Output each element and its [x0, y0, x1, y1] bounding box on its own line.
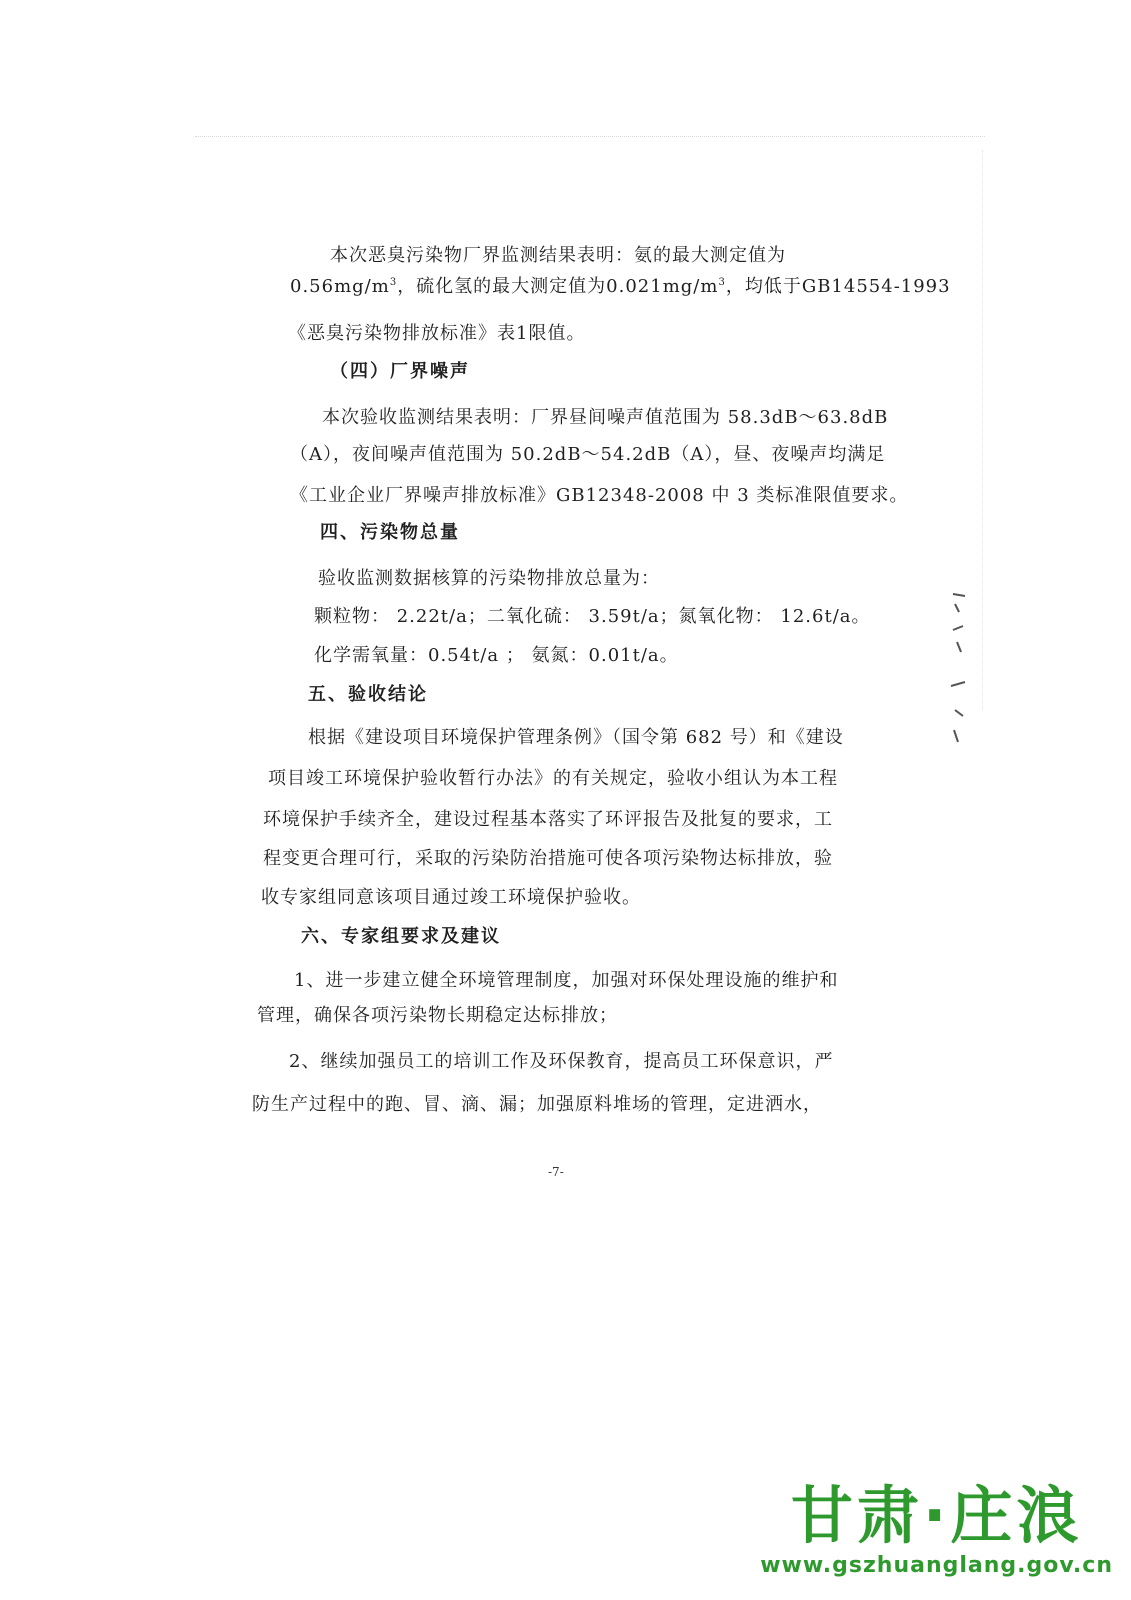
text-line: 收专家组同意该项目通过竣工环境保护验收。 [261, 887, 641, 908]
text-segment: ，硫化氢的最大测定值为0.021mg/m [397, 276, 719, 297]
superscript: 3 [718, 277, 726, 288]
page-number: -7- [548, 1165, 564, 1179]
section-heading: 四、污染物总量 [320, 522, 460, 543]
section-heading: 六、专家组要求及建议 [301, 926, 501, 947]
site-watermark [760, 1480, 1113, 1580]
scan-edge-top [195, 136, 985, 137]
text-line: 本次恶臭污染物厂界监测结果表明：氨的最大测定值为 [330, 245, 786, 266]
superscript: 3 [389, 277, 398, 288]
text-line: 环境保护手续齐全，建设过程基本落实了环评报告及批复的要求，工 [263, 809, 833, 830]
text-line: 1、进一步建立健全环境管理制度，加强对环保处理设施的维护和 [294, 970, 839, 991]
text-line: 根据《建设项目环境保护管理条例》（国令第 682 号）和《建设 [308, 727, 844, 748]
watermark-url: www.gszhuanglang.gov.cn [760, 1553, 1113, 1578]
text-line: 化学需氧量：0.54t/a ； 氨氮：0.01t/a。 [314, 645, 679, 666]
margin-stamp-marks [945, 590, 973, 750]
text-line: 本次验收监测结果表明：厂界昼间噪声值范围为 58.3dB～63.8dB [322, 407, 889, 428]
text-line: 验收监测数据核算的污染物排放总量为： [318, 568, 660, 589]
value-nh3: 0.56mg/m [290, 276, 390, 297]
text-line: 《工业企业厂界噪声排放标准》GB12348-2008 中 3 类标准限值要求。 [290, 485, 909, 506]
text-line: 防生产过程中的跑、冒、滴、漏；加强原料堆场的管理，定进洒水， [252, 1094, 822, 1115]
text-line: （A），夜间噪声值范围为 50.2dB～54.2dB（A），昼、夜噪声均满足 [290, 444, 886, 465]
watermark-title: 甘肃·庄浪 [790, 1479, 1083, 1552]
text-line [290, 275, 951, 299]
text-line: 2、继续加强员工的培训工作及环保教育，提高员工环保意识，严 [289, 1051, 834, 1072]
text-line: 程变更合理可行，采取的污染防治措施可使各项污染物达标排放，验 [263, 848, 833, 869]
section-heading: （四）厂界噪声 [330, 361, 470, 382]
text-segment: ，均低于GB14554-1993 [725, 276, 951, 297]
text-line: 管理，确保各项污染物长期稳定达标排放； [257, 1005, 618, 1026]
section-heading: 五、验收结论 [308, 684, 428, 705]
text-line: 《恶臭污染物排放标准》表1限值。 [288, 323, 586, 344]
scan-edge-right [982, 150, 983, 710]
text-line: 颗粒物： 2.22t/a；二氧化硫： 3.59t/a；氮氧化物： 12.6t/a。 [314, 606, 871, 627]
text-line: 项目竣工环境保护验收暂行办法》的有关规定，验收小组认为本工程 [268, 768, 838, 789]
